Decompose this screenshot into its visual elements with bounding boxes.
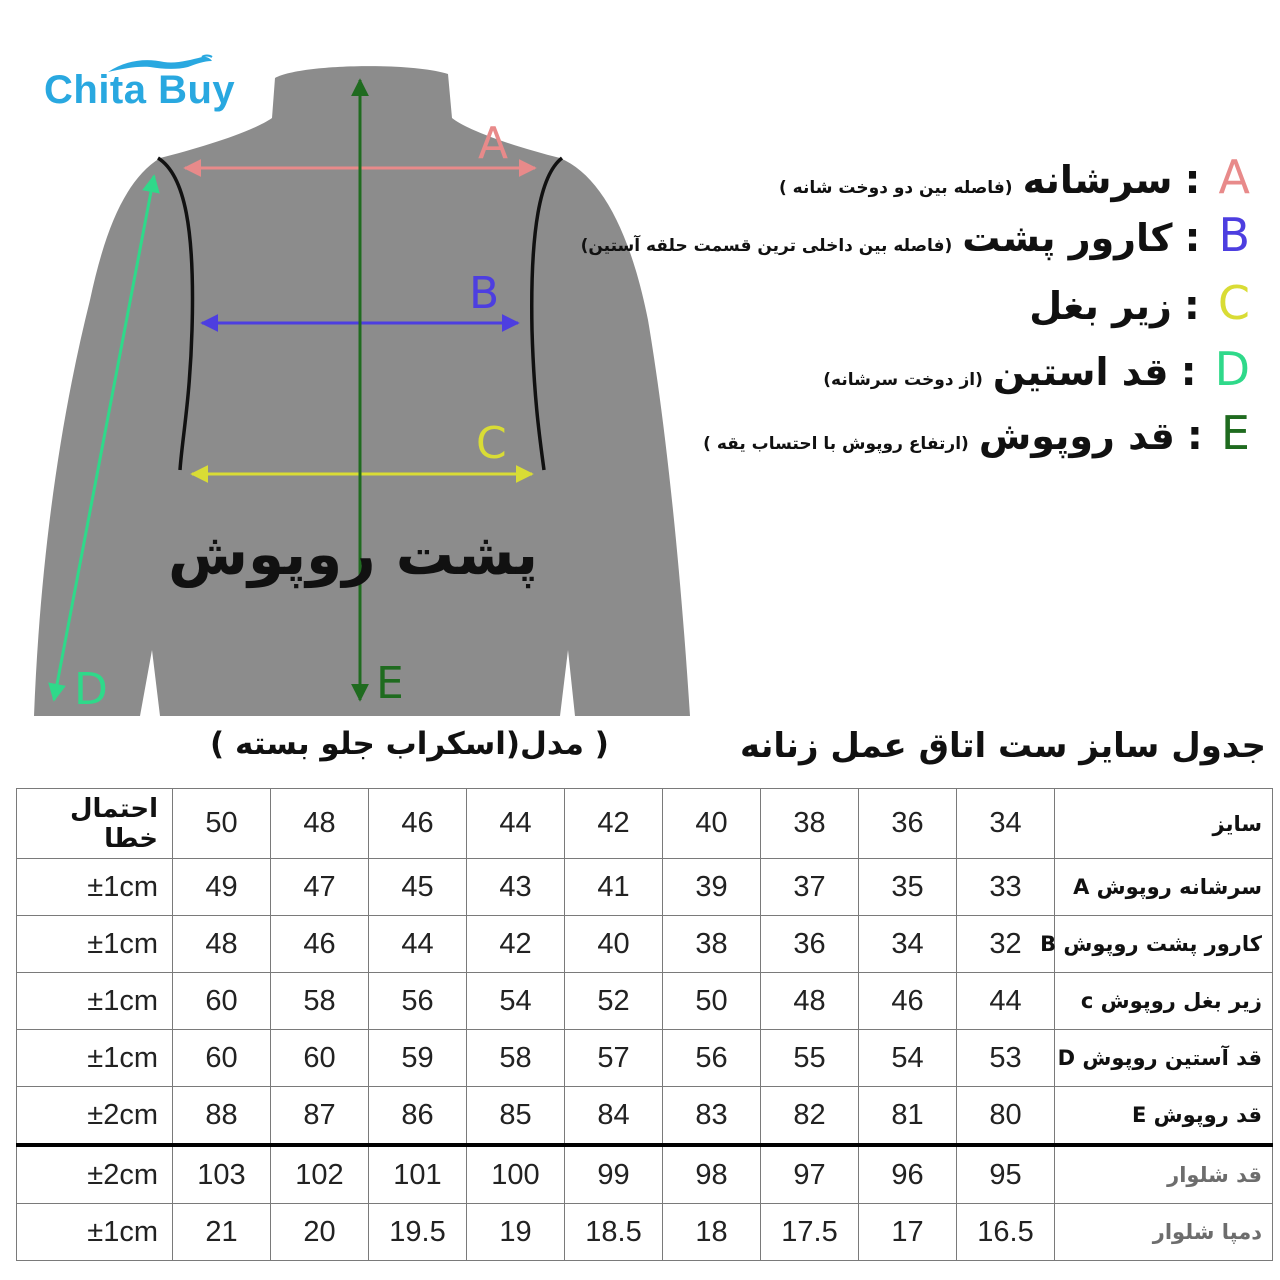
error-cell: ±1cm <box>17 1204 173 1261</box>
value-cell: 41 <box>565 859 663 916</box>
value-cell: 36 <box>761 916 859 973</box>
row-label: دمپا شلوار <box>1055 1204 1273 1261</box>
size-header-cell: 44 <box>467 789 565 859</box>
table-row <box>17 1087 1273 1146</box>
size-header-cell: 42 <box>565 789 663 859</box>
value-cell: 59 <box>369 1030 467 1087</box>
legend-note: (فاصله بین دو دوخت شانه ) <box>778 178 1013 198</box>
brand-name: Chita Buy <box>44 68 236 112</box>
value-cell: 19 <box>467 1204 565 1261</box>
value-cell: 18.5 <box>565 1204 663 1261</box>
legend-label: سرشانه <box>1022 158 1173 202</box>
legend-colon: : <box>1186 413 1203 459</box>
legend-note: (ارتفاع روپوش با احتساب یقه ) <box>703 434 969 454</box>
value-cell: 48 <box>173 916 271 973</box>
size-header-cell: 46 <box>369 789 467 859</box>
size-header-cell: 38 <box>761 789 859 859</box>
value-cell: 47 <box>271 859 369 916</box>
model-title: ( مدل(اسکراب جلو بسته ) <box>210 726 609 762</box>
value-cell: 85 <box>467 1087 565 1146</box>
dimension-letter-e: E <box>376 658 404 709</box>
value-cell: 20 <box>271 1204 369 1261</box>
legend-letter: E <box>1220 406 1250 460</box>
value-cell: 86 <box>369 1087 467 1146</box>
error-cell: ±2cm <box>17 1087 173 1146</box>
value-cell: 102 <box>271 1145 369 1204</box>
value-cell: 95 <box>957 1145 1055 1204</box>
garment-title: پشت روپوش <box>167 520 538 588</box>
value-cell: 39 <box>663 859 761 916</box>
value-cell: 38 <box>663 916 761 973</box>
value-cell: 83 <box>663 1087 761 1146</box>
table-row <box>17 916 1273 973</box>
value-cell: 21 <box>173 1204 271 1261</box>
value-cell: 37 <box>761 859 859 916</box>
legend-item-c <box>1029 276 1250 330</box>
value-cell: 96 <box>859 1145 957 1204</box>
value-cell: 46 <box>271 916 369 973</box>
legend-item-e <box>703 406 1250 460</box>
legend-item-d <box>823 342 1250 396</box>
row-label: قد شلوار <box>1055 1145 1273 1204</box>
size-header-cell: 34 <box>957 789 1055 859</box>
value-cell: 58 <box>467 1030 565 1087</box>
legend-letter: D <box>1214 342 1250 396</box>
garment-diagram <box>0 0 720 720</box>
error-header: احتمال خطا <box>17 789 173 859</box>
legend-colon: : <box>1180 349 1197 395</box>
value-cell: 54 <box>467 973 565 1030</box>
size-header-cell: 40 <box>663 789 761 859</box>
error-cell: ±1cm <box>17 1030 173 1087</box>
legend-letter: B <box>1218 208 1250 262</box>
value-cell: 58 <box>271 973 369 1030</box>
legend-note: (فاصله بین داخلی ترین قسمت حلقه آستین) <box>580 236 953 256</box>
size-header-cell: 48 <box>271 789 369 859</box>
value-cell: 101 <box>369 1145 467 1204</box>
value-cell: 56 <box>369 973 467 1030</box>
value-cell: 50 <box>663 973 761 1030</box>
value-cell: 87 <box>271 1087 369 1146</box>
error-cell: ±2cm <box>17 1145 173 1204</box>
size-header-cell: 36 <box>859 789 957 859</box>
value-cell: 55 <box>761 1030 859 1087</box>
value-cell: 56 <box>663 1030 761 1087</box>
value-cell: 81 <box>859 1087 957 1146</box>
table-row <box>17 1204 1273 1261</box>
value-cell: 45 <box>369 859 467 916</box>
dimension-letter-a: A <box>478 118 509 169</box>
legend-label: زیر بغل <box>1029 284 1172 328</box>
size-header-cell: 50 <box>173 789 271 859</box>
legend-label: قد استین <box>992 350 1169 394</box>
value-cell: 49 <box>173 859 271 916</box>
value-cell: 19.5 <box>369 1204 467 1261</box>
value-cell: 42 <box>467 916 565 973</box>
error-cell: ±1cm <box>17 916 173 973</box>
legend-item-a <box>779 150 1250 204</box>
legend-colon: : <box>1183 283 1200 329</box>
value-cell: 40 <box>565 916 663 973</box>
legend-letter: A <box>1218 150 1250 204</box>
garment-silhouette <box>34 66 690 716</box>
size-header-row <box>17 789 1273 859</box>
value-cell: 46 <box>859 973 957 1030</box>
value-cell: 43 <box>467 859 565 916</box>
value-cell: 60 <box>271 1030 369 1087</box>
table-row <box>17 1145 1273 1204</box>
value-cell: 18 <box>663 1204 761 1261</box>
value-cell: 54 <box>859 1030 957 1087</box>
value-cell: 53 <box>957 1030 1055 1087</box>
value-cell: 44 <box>369 916 467 973</box>
size-table <box>16 788 1273 1261</box>
value-cell: 34 <box>859 916 957 973</box>
value-cell: 16.5 <box>957 1204 1055 1261</box>
table-row <box>17 973 1273 1030</box>
dimension-letter-b: B <box>469 268 500 319</box>
value-cell: 97 <box>761 1145 859 1204</box>
value-cell: 48 <box>761 973 859 1030</box>
value-cell: 35 <box>859 859 957 916</box>
legend-item-b <box>581 208 1250 262</box>
legend-letter: C <box>1217 276 1250 330</box>
legend-label: کارور پشت <box>962 216 1173 260</box>
size-table-title: جدول سایز ست اتاق عمل زنانه <box>740 726 1266 766</box>
row-label: قد آستین روپوش D <box>1055 1030 1273 1087</box>
value-cell: 100 <box>467 1145 565 1204</box>
value-cell: 103 <box>173 1145 271 1204</box>
value-cell: 17.5 <box>761 1204 859 1261</box>
size-header-label: سایز <box>1055 789 1273 859</box>
value-cell: 60 <box>173 1030 271 1087</box>
value-cell: 33 <box>957 859 1055 916</box>
row-label: سرشانه روپوش A <box>1055 859 1273 916</box>
dimension-letter-d: D <box>74 664 108 715</box>
value-cell: 44 <box>957 973 1055 1030</box>
row-label: قد روپوش E <box>1055 1087 1273 1146</box>
legend-colon: : <box>1184 215 1201 261</box>
row-label: کارور پشت روپوش B <box>1055 916 1273 973</box>
value-cell: 57 <box>565 1030 663 1087</box>
legend-label: قد روپوش <box>978 414 1175 458</box>
legend-note: (از دوخت سرشانه) <box>823 370 983 390</box>
value-cell: 99 <box>565 1145 663 1204</box>
error-cell: ±1cm <box>17 973 173 1030</box>
value-cell: 32 <box>957 916 1055 973</box>
value-cell: 88 <box>173 1087 271 1146</box>
table-row <box>17 859 1273 916</box>
dimension-letter-c: C <box>476 418 507 469</box>
value-cell: 82 <box>761 1087 859 1146</box>
value-cell: 84 <box>565 1087 663 1146</box>
legend-colon: : <box>1184 157 1201 203</box>
value-cell: 60 <box>173 973 271 1030</box>
table-row <box>17 1030 1273 1087</box>
value-cell: 17 <box>859 1204 957 1261</box>
error-cell: ±1cm <box>17 859 173 916</box>
value-cell: 52 <box>565 973 663 1030</box>
row-label: زیر بغل روپوش c <box>1055 973 1273 1030</box>
value-cell: 98 <box>663 1145 761 1204</box>
value-cell: 80 <box>957 1087 1055 1146</box>
